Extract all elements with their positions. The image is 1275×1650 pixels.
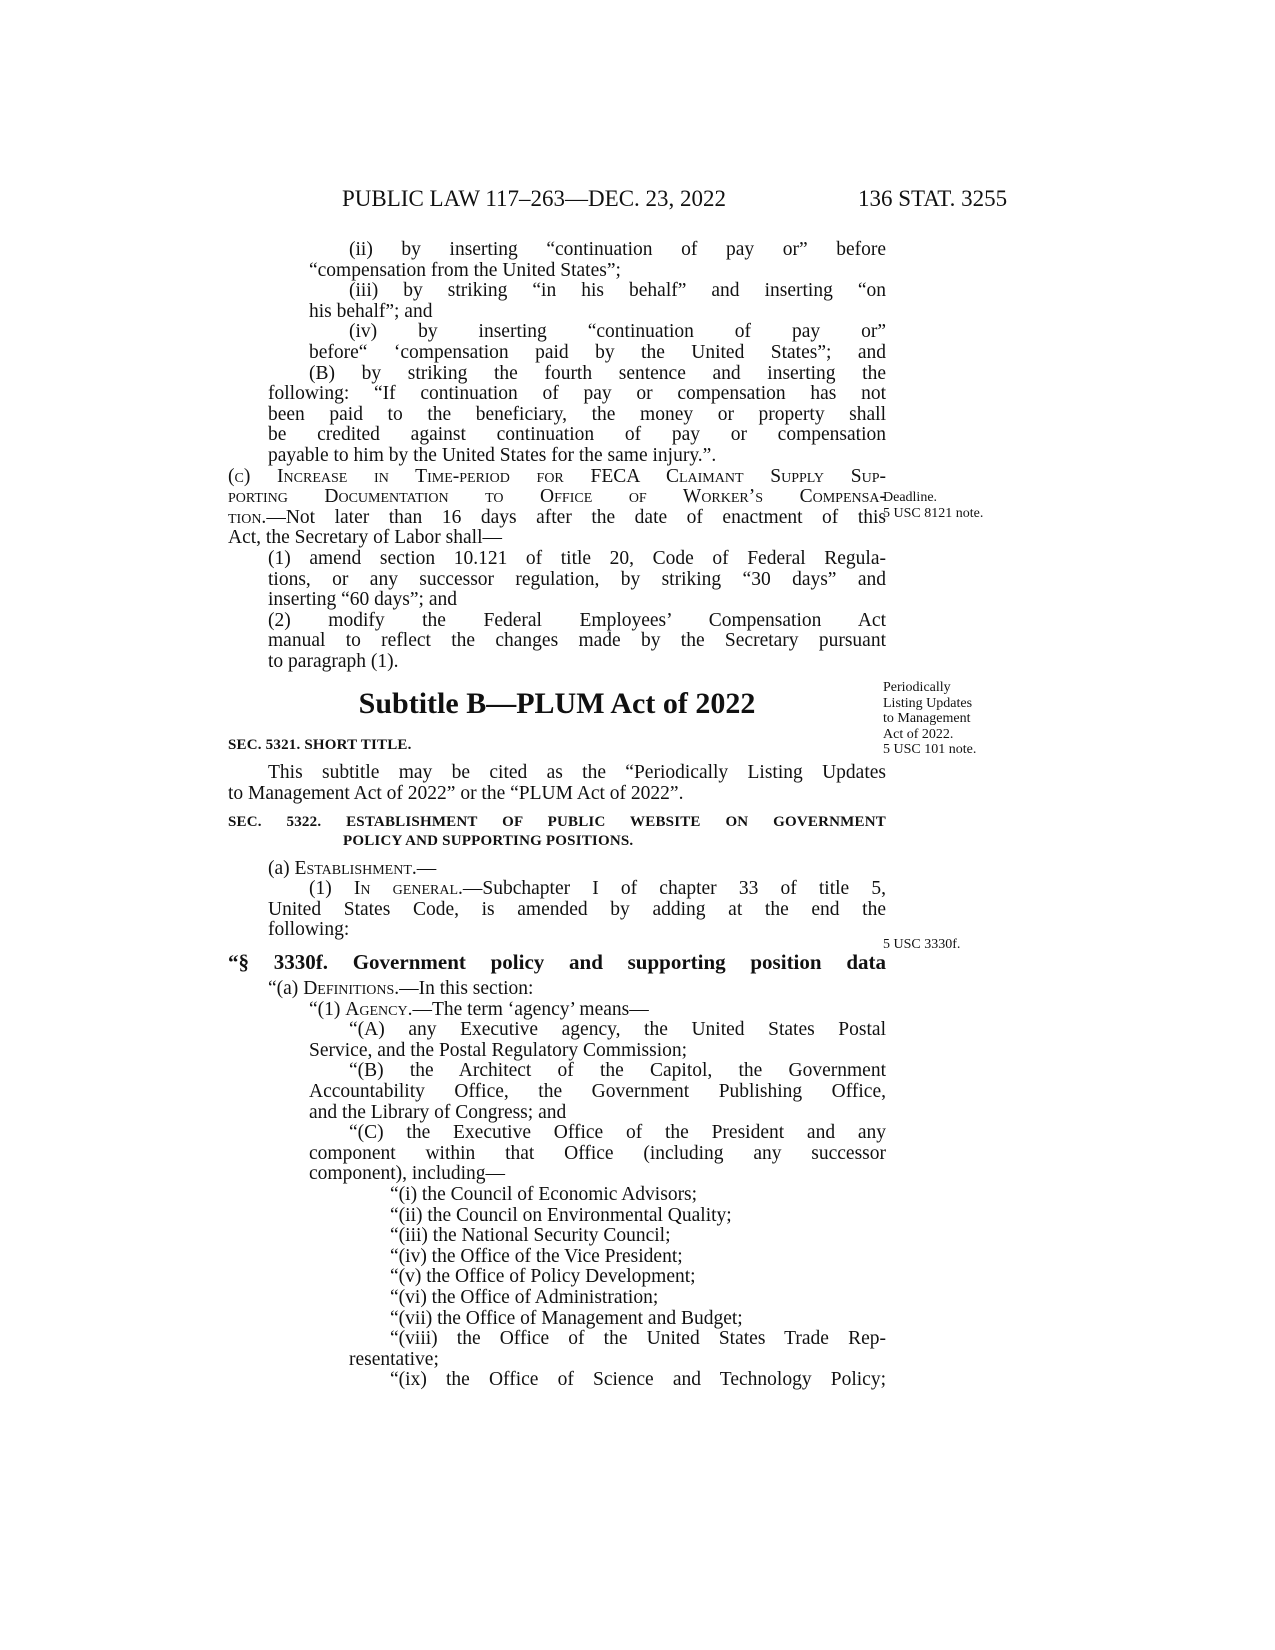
text-line: (c) Increase in Time-period for FECA Claimant Supply Sup- — [228, 465, 886, 487]
text-line: (iv) by inserting “continuation of pay or” — [349, 321, 886, 343]
margin-note-line: Listing Updates — [883, 695, 973, 711]
text-line: “(ii) the Council on Environmental Quality; — [390, 1204, 732, 1226]
text-line: Act, the Secretary of Labor shall— — [228, 527, 502, 549]
code-section-heading: “§ 3330f. Government policy and supporting position data — [228, 950, 886, 975]
text-line: Service, and the Postal Regulatory Commission; — [309, 1039, 688, 1061]
margin-note-line: 5 USC 3330f. — [883, 937, 961, 952]
text-run: (1) — [309, 878, 354, 900]
margin-note-line: Deadline. — [883, 490, 938, 505]
text-line: be credited against continuation of pay or compensation — [268, 424, 886, 446]
text-line: “(iv) the Office of the Vice President; — [390, 1245, 683, 1267]
text-line: “(C) the Executive Office of the President and any — [349, 1122, 886, 1144]
text-line: inserting “60 days”; and — [268, 589, 457, 611]
heading-run: Definitions — [303, 978, 395, 1000]
text-line: (2) modify the Federal Employees’ Compensation Act — [268, 609, 886, 631]
text-line — [228, 979, 886, 1000]
text-run: .—Subchapter I of chapter 33 of title 5, — [458, 878, 886, 900]
running-header-title: PUBLIC LAW 117–263—DEC. 23, 2022 — [342, 186, 727, 211]
margin-note-line: 5 USC 8121 note. — [883, 505, 984, 521]
heading-run: tion. — [228, 506, 267, 528]
text-line: payable to him by the United States for the same injury.”. — [268, 444, 717, 466]
text-line — [228, 1000, 886, 1021]
text-run: (a) — [268, 857, 295, 879]
text-line: tions, or any successor regulation, by striking “30 days” and — [268, 568, 886, 590]
text-line: Accountability Office, the Government Publishing Office, — [309, 1081, 886, 1102]
text-line: “(vi) the Office of Administration; — [390, 1286, 659, 1308]
text-line: “compensation from the United States”; — [309, 259, 621, 281]
margin-note-deadline — [883, 490, 1013, 521]
section-heading: SEC. 5321. SHORT TITLE. — [228, 737, 412, 754]
margin-note-line: to Management — [883, 711, 971, 726]
text-line: (1) amend section 10.121 of title 20, Code of Federal Regula- — [268, 547, 886, 569]
text-line: to paragraph (1). — [268, 650, 399, 672]
text-line: “(B) the Architect of the Capitol, the Government — [349, 1060, 886, 1082]
text-line: his behalf”; and — [309, 300, 433, 322]
text-line: United States Code, is amended by adding at the end the — [268, 898, 886, 920]
text-line: to Management Act of 2022” or the “PLUM Act of 2022”. — [228, 783, 684, 805]
text-line: before“ ‘compensation paid by the United States”; and — [309, 341, 886, 363]
text-line: “(vii) the Office of Management and Budget; — [390, 1307, 743, 1329]
text-line: component), including— — [309, 1163, 506, 1185]
text-line — [228, 879, 886, 900]
text-line: been paid to the beneficiary, the money or property shall — [268, 403, 886, 425]
heading-run: In general — [353, 878, 458, 900]
text-line: “(ix) the Office of Science and Technology Policy; — [390, 1369, 886, 1391]
text-line: (ii) by inserting “continuation of pay or” before — [349, 239, 886, 260]
text-line: “(i) the Council of Economic Advisors; — [390, 1183, 698, 1205]
text-line: “(v) the Office of Policy Development; — [390, 1266, 696, 1288]
text-line: and the Library of Congress; and — [309, 1101, 567, 1123]
margin-note-line: 5 USC 101 note. — [883, 742, 977, 757]
text-run: “(1) — [309, 998, 346, 1020]
running-header-page-number: 136 STAT. 3255 — [858, 186, 1008, 211]
text-line: “(iii) the National Security Council; — [390, 1225, 671, 1247]
text-line — [228, 508, 886, 529]
text-line: following: “If continuation of pay or compensation has not — [268, 383, 886, 405]
text-line: (iii) by striking “in his behalf” and inserting “on — [349, 280, 886, 302]
text-line: component within that Office (including any successor — [309, 1142, 886, 1164]
margin-note-line: Periodically — [883, 680, 951, 695]
text-run: “(a) — [268, 978, 304, 1000]
text-line: manual to reflect the changes made by the Secretary pursuant — [268, 630, 886, 652]
heading-run: Establishment — [294, 857, 412, 879]
margin-note-section — [883, 937, 1013, 953]
text-line: “(viii) the Office of the United States Trade Rep- — [390, 1328, 886, 1350]
margin-note-line: Act of 2022. — [883, 726, 954, 742]
section-heading: POLICY AND SUPPORTING POSITIONS. — [343, 832, 634, 849]
text-run: .—The term ‘agency’ means— — [407, 998, 649, 1020]
text-line: following: — [268, 919, 350, 941]
text-line: resentative; — [349, 1348, 439, 1370]
margin-note-plum — [883, 680, 1013, 758]
text-line — [228, 859, 886, 880]
text-line: “(A) any Executive agency, the United States Postal — [349, 1019, 886, 1041]
subtitle-heading: Subtitle B—PLUM Act of 2022 — [358, 687, 756, 721]
text-line: porting Documentation to Office of Worker’s Compensa- — [228, 486, 886, 508]
section-heading: SEC. 5322. ESTABLISHMENT OF PUBLIC WEBSITE ON GOVERNMENT — [228, 813, 886, 830]
text-line: This subtitle may be cited as the “Periodically Listing Updates — [268, 762, 886, 784]
heading-run: Agency — [345, 998, 408, 1020]
text-line: (B) by striking the fourth sentence and inserting the — [309, 362, 886, 384]
text-run: .— — [411, 857, 437, 879]
text-run: .—In this section: — [394, 978, 534, 1000]
body-text — [228, 240, 886, 1391]
text-run: —Not later than 16 days after the date of enactment of this — [266, 506, 886, 528]
